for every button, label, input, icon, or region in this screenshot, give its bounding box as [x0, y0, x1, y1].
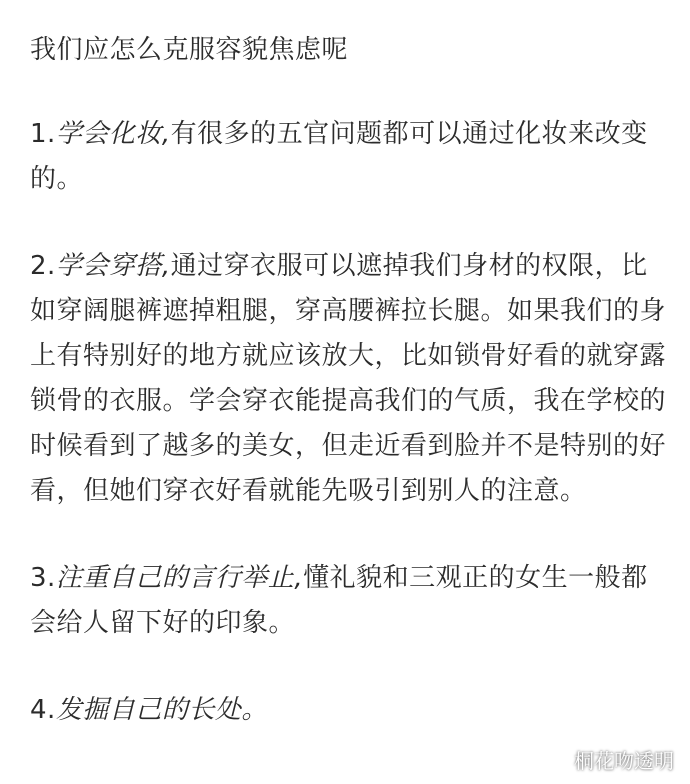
item-lead: 发掘自己的长处。 [55, 695, 268, 725]
item-body: 通过穿衣服可以遮掉我们身材的权限，比如穿阔腿裤遮掉粗腿，穿高腰裤拉长腿。如果我们的身上有特别好的地方就应该放大，比如锁骨好看的就穿露锁骨的衣服。学会穿衣能提高我们的气质，我在学校的时候看到了越多的美女，但走近看到脸并不是特别的好看，但她们穿衣好看就能先吸引到别人的注意。 [30, 251, 667, 506]
item-body: 懂礼貌和三观正的女生一般都会给人留下好的印象。 [30, 563, 648, 638]
item-number: 4. [30, 695, 56, 725]
item-lead: 注重自己的言行举止, [55, 563, 304, 593]
watermark-text: 桐花吻透明 [574, 749, 674, 773]
item-lead: 学会穿搭, [55, 251, 171, 281]
list-item-4 [30, 688, 670, 733]
item-lead: 学会化妆, [55, 119, 171, 149]
list-item-3 [30, 556, 670, 646]
list-item-1 [30, 112, 670, 202]
item-body: 有很多的五官问题都可以通过化妆来改变的。 [30, 119, 648, 194]
watermark [542, 745, 674, 774]
article [30, 28, 670, 775]
item-number: 2. [30, 251, 56, 281]
item-number: 3. [30, 563, 56, 593]
item-number: 1. [30, 119, 56, 149]
article-title: 我们应怎么克服容貌焦虑呢 [30, 35, 349, 65]
wechat-icon [542, 749, 568, 771]
list-item-2 [30, 244, 670, 514]
